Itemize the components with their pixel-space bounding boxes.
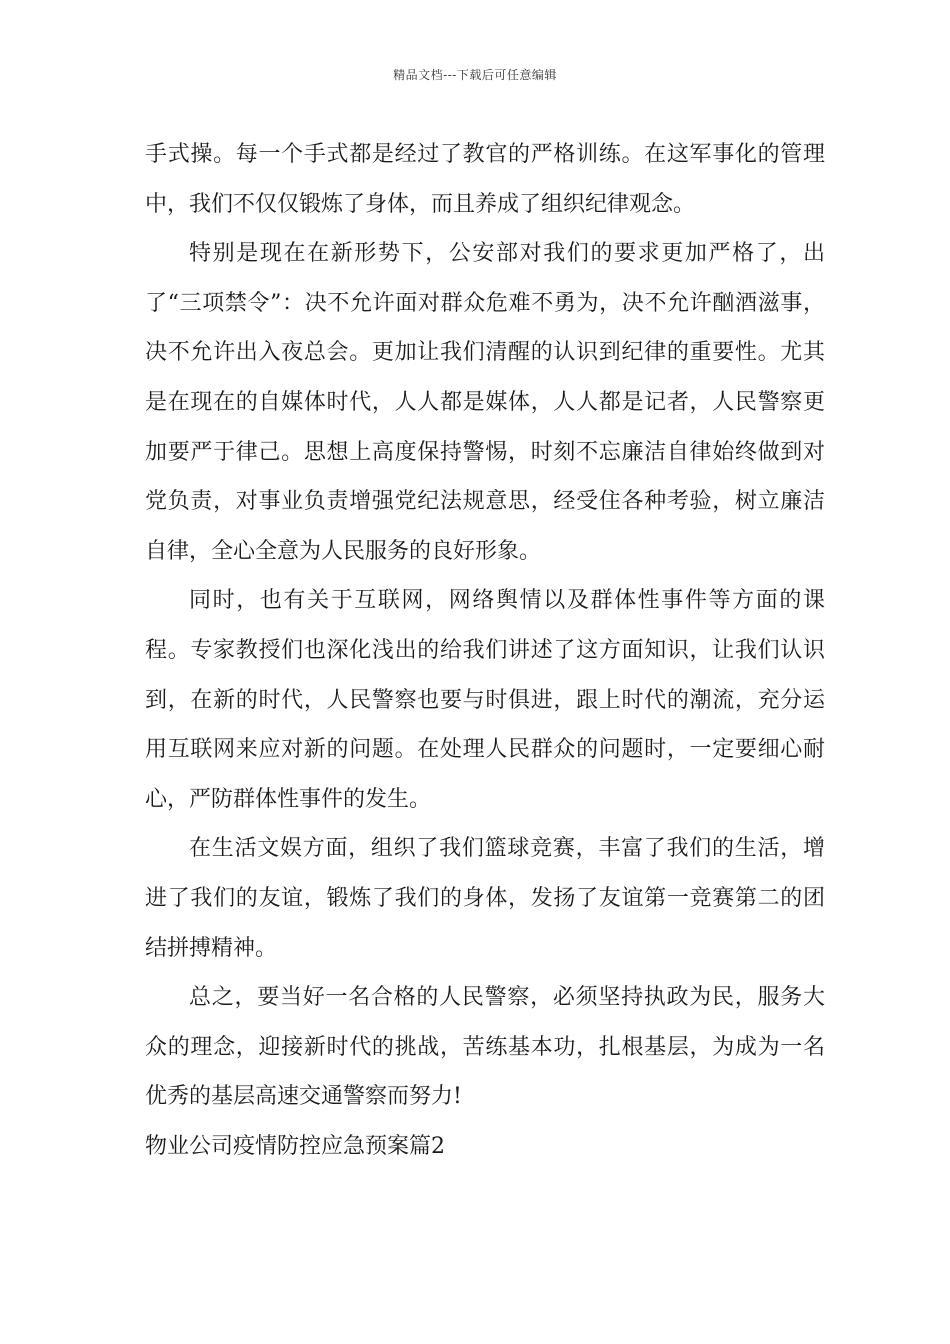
paragraph-1: 手式操。每一个手式都是经过了教官的严格训练。在这军事化的管理中，我们不仅仅锻炼了身体，而且养成了组织纪律观念。: [145, 142, 825, 217]
paragraph-3: 同时，也有关于互联网，网络舆情以及群体性事件等方面的课程。专家教授们也深化浅出的给我们讲述了这方面知识，让我们认识到，在新的时代，人民警察也要与时俱进，跟上时代的潮流，充分运用互联网来应对新的问题。在处理人民群众的问题时，一定要细心耐心，严防群体性事件的发生。: [145, 588, 825, 812]
page-header: 精品文档---下载后可任意编辑: [393, 68, 557, 82]
paragraph-2: 特别是现在在新形势下，公安部对我们的要求更加严格了，出了“三项禁令”：决不允许面对群众危难不勇为，决不允许酗酒滋事，决不允许出入夜总会。更加让我们清醒的认识到纪律的重要性。尤其是在现在的自媒体时代，人人都是媒体，人人都是记者，人民警察更加要严于律己。思想上高度保持警惕，时刻不忘廉洁自律始终做到对党负责，对事业负责增强党纪法规意思，经受住各种考验，树立廉洁自律，全心全意为人民服务的良好形象。: [145, 241, 825, 564]
paragraph-5: 总之，要当好一名合格的人民警察，必须坚持执政为民，服务大众的理念，迎接新时代的挑战，苦练基本功，扎根基层，为成为一名优秀的基层高速交通警察而努力!: [145, 985, 825, 1110]
section-heading: 物业公司疫情防控应急预案篇2: [145, 1133, 445, 1159]
document-body: [145, 130, 825, 1171]
paragraph-4: 在生活文娱方面，组织了我们篮球竞赛，丰富了我们的生活，增进了我们的友谊，锻炼了我们的身体，发扬了友谊第一竞赛第二的团结拼搏精神。: [145, 836, 825, 961]
